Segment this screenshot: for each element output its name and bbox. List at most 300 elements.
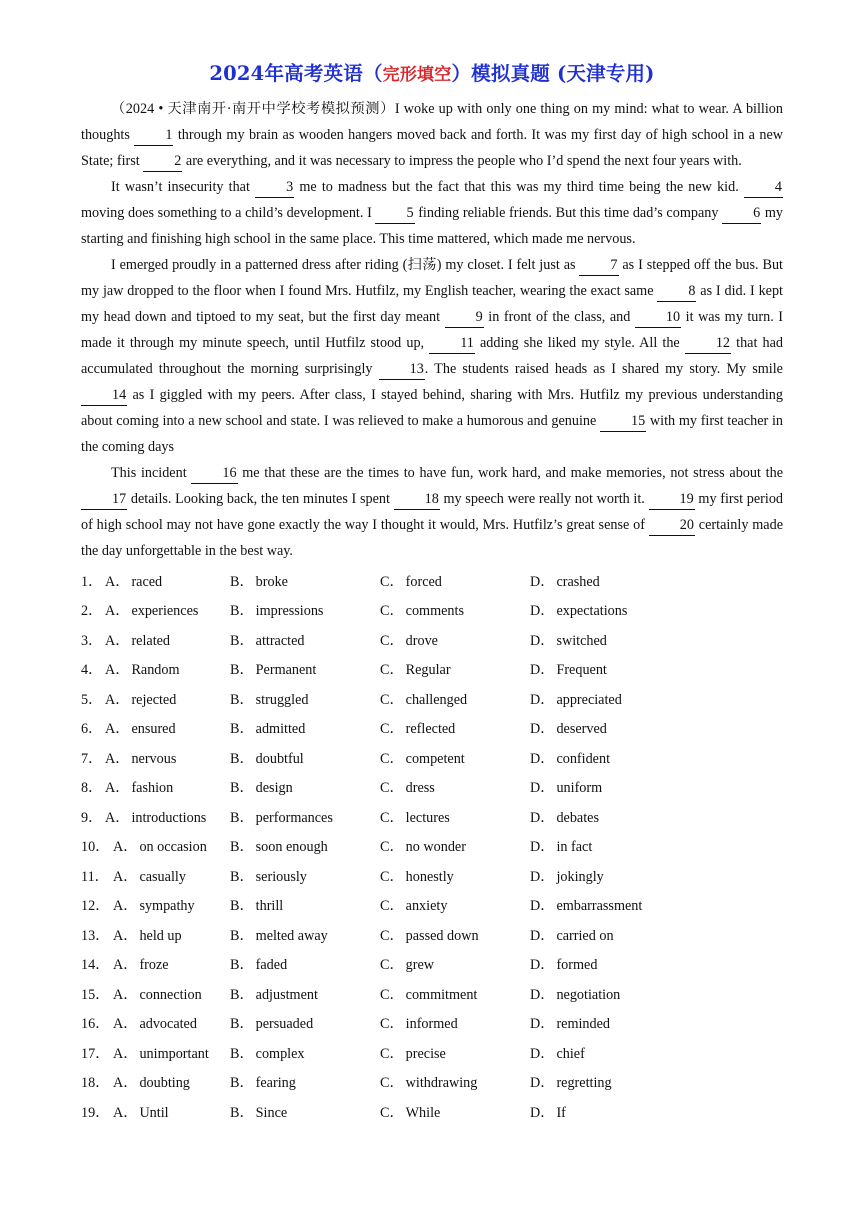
option-text: seriously: [255, 868, 307, 885]
option-letter: D．: [530, 1075, 555, 1092]
option-text: doubtful: [255, 750, 304, 767]
option-c[interactable]: [380, 866, 530, 886]
option-letter: C．: [380, 603, 404, 620]
option-d[interactable]: [530, 571, 600, 591]
option-letter: C．: [380, 809, 404, 826]
blank-5: 5: [375, 204, 414, 224]
question-row: [81, 714, 783, 744]
question-row: [81, 891, 783, 921]
blank-3: 3: [255, 178, 294, 198]
option-text: dress: [405, 780, 435, 797]
option-b[interactable]: [230, 1013, 380, 1033]
option-letter: D．: [530, 809, 555, 826]
option-text: drove: [405, 632, 438, 649]
option-letter: B．: [230, 632, 254, 649]
option-a[interactable]: [105, 777, 230, 797]
question-number: 18．: [81, 1075, 110, 1092]
option-text: jokingly: [556, 868, 604, 885]
option-text: regretting: [556, 1075, 612, 1092]
option-b[interactable]: [230, 1102, 380, 1122]
option-a[interactable]: [105, 571, 230, 591]
option-text: raced: [131, 573, 163, 590]
option-d[interactable]: [530, 895, 642, 915]
paragraph-4: [81, 460, 783, 564]
title-highlight: 完形填空: [382, 65, 452, 85]
question-row: [81, 950, 783, 980]
question-row: [81, 596, 783, 626]
option-text: challenged: [405, 691, 468, 708]
passage-text: are everything, and it was necessary to impress the people who I’d spend the next four years with.: [182, 153, 742, 169]
option-text: fashion: [131, 780, 174, 797]
option-text: nervous: [131, 750, 177, 767]
option-c[interactable]: [380, 689, 530, 709]
question-row: [81, 625, 783, 655]
option-d[interactable]: [530, 866, 604, 886]
option-d[interactable]: [530, 1013, 610, 1033]
option-a[interactable]: [113, 954, 230, 974]
option-d[interactable]: [530, 718, 607, 738]
option-c[interactable]: [380, 748, 530, 768]
option-b[interactable]: [230, 659, 380, 679]
option-d[interactable]: [530, 984, 620, 1004]
option-letter: D．: [530, 750, 555, 767]
option-letter: C．: [380, 632, 404, 649]
option-letter: A．: [105, 632, 130, 649]
option-letter: A．: [113, 986, 138, 1003]
passage-text: This incident: [111, 465, 192, 481]
option-c[interactable]: [380, 1013, 530, 1033]
option-c[interactable]: [380, 1072, 530, 1092]
option-d[interactable]: [530, 600, 627, 620]
blank-17: 17: [81, 490, 127, 510]
passage-text: as I giggled with my peers. After class, I stayed behind, sharing with Mrs. Hutfilz my previous understanding about coming into a new school and state. I was relieved to make a humorous and genuine: [81, 387, 783, 429]
option-text: casually: [139, 868, 186, 885]
blank-11: 11: [429, 334, 475, 354]
option-letter: C．: [380, 898, 404, 915]
question-row: [81, 655, 783, 685]
option-d[interactable]: [530, 659, 607, 679]
option-letter: B．: [230, 603, 254, 620]
option-text: deserved: [556, 721, 607, 738]
blank-16: 16: [191, 464, 237, 484]
option-letter: A．: [105, 780, 130, 797]
option-text: Random: [131, 662, 180, 679]
option-text: performances: [255, 809, 333, 826]
question-row: [81, 743, 783, 773]
passage-text: as I did. I kept my head down and tiptoed to my seat, but the first day meant: [81, 283, 783, 325]
option-a[interactable]: [105, 807, 230, 827]
option-letter: B．: [230, 1075, 254, 1092]
option-letter: C．: [380, 1104, 404, 1121]
option-b[interactable]: [230, 571, 380, 591]
passage-text: finding reliable friends. But this time dad’s company: [414, 205, 723, 221]
option-letter: A．: [113, 1075, 138, 1092]
option-b[interactable]: [230, 777, 380, 797]
option-letter: C．: [380, 721, 404, 738]
option-a[interactable]: [113, 1013, 230, 1033]
option-letter: B．: [230, 750, 254, 767]
option-text: carried on: [556, 927, 614, 944]
passage-text: details. Looking back, the ten minutes I spent: [127, 491, 394, 507]
option-letter: B．: [230, 1016, 254, 1033]
option-text: melted away: [255, 927, 328, 944]
option-text: Permanent: [255, 662, 317, 679]
option-letter: D．: [530, 898, 555, 915]
blank-13: 13: [379, 360, 425, 380]
option-d[interactable]: [530, 1072, 612, 1092]
option-a[interactable]: [105, 689, 230, 709]
option-text: competent: [405, 750, 465, 767]
option-letter: C．: [380, 839, 404, 856]
option-letter: D．: [530, 573, 555, 590]
blank-6: 6: [722, 204, 761, 224]
option-letter: C．: [380, 780, 404, 797]
option-text: held up: [139, 927, 182, 944]
option-text: thrill: [255, 898, 284, 915]
option-text: complex: [255, 1045, 305, 1062]
question-number: 7．: [81, 750, 103, 767]
blank-10: 10: [635, 308, 681, 328]
blank-9: 9: [445, 308, 484, 328]
option-text: If: [556, 1104, 566, 1121]
page-title: [81, 58, 783, 86]
option-letter: D．: [530, 603, 555, 620]
option-text: attracted: [255, 632, 305, 649]
option-text: expectations: [556, 603, 628, 620]
option-letter: A．: [105, 750, 130, 767]
option-b[interactable]: [230, 718, 380, 738]
option-letter: C．: [380, 986, 404, 1003]
title-part-3: ）模拟真题 (天津专用): [451, 62, 655, 85]
option-b[interactable]: [230, 630, 380, 650]
option-letter: B．: [230, 927, 254, 944]
option-a[interactable]: [113, 925, 230, 945]
option-text: While: [405, 1104, 441, 1121]
blank-19: 19: [649, 490, 695, 510]
option-a[interactable]: [113, 866, 230, 886]
option-c[interactable]: [380, 807, 530, 827]
option-c[interactable]: [380, 954, 530, 974]
option-text: rejected: [131, 691, 177, 708]
question-number: 3．: [81, 632, 103, 649]
option-a[interactable]: [113, 1102, 230, 1122]
option-letter: B．: [230, 957, 254, 974]
option-c[interactable]: [380, 777, 530, 797]
option-c[interactable]: [380, 984, 530, 1004]
blank-1: 1: [134, 126, 173, 146]
blank-4: 4: [744, 178, 783, 198]
option-letter: A．: [105, 721, 130, 738]
question-row: [81, 979, 783, 1009]
question-number: 12．: [81, 898, 110, 915]
option-letter: D．: [530, 868, 555, 885]
option-d[interactable]: [530, 689, 622, 709]
question-number: 8．: [81, 780, 103, 797]
option-text: chief: [556, 1045, 585, 1062]
option-text: precise: [405, 1045, 446, 1062]
option-text: uniform: [556, 780, 603, 797]
option-letter: C．: [380, 1075, 404, 1092]
option-a[interactable]: [113, 1043, 230, 1063]
option-text: doubting: [139, 1075, 190, 1092]
option-c[interactable]: [380, 836, 530, 856]
option-letter: D．: [530, 691, 555, 708]
question-number: 14．: [81, 957, 110, 974]
option-c[interactable]: [380, 925, 530, 945]
option-b[interactable]: [230, 1043, 380, 1063]
option-b[interactable]: [230, 807, 380, 827]
question-number: 11．: [81, 868, 109, 885]
option-text: forced: [405, 573, 442, 590]
question-number: 13．: [81, 927, 110, 944]
option-letter: C．: [380, 662, 404, 679]
option-b[interactable]: [230, 954, 380, 974]
question-number: 5．: [81, 691, 103, 708]
option-letter: A．: [113, 898, 138, 915]
option-letter: B．: [230, 573, 254, 590]
question-row: [81, 832, 783, 862]
passage-text: moving does something to a child’s development. I: [81, 205, 376, 221]
option-text: reflected: [405, 721, 456, 738]
option-letter: D．: [530, 1016, 555, 1033]
question-number: 17．: [81, 1045, 110, 1062]
option-letter: C．: [380, 573, 404, 590]
question-row: [81, 1097, 783, 1127]
option-text: froze: [139, 957, 169, 974]
option-letter: A．: [105, 809, 130, 826]
option-b[interactable]: [230, 984, 380, 1004]
option-c[interactable]: [380, 630, 530, 650]
blank-12: 12: [685, 334, 731, 354]
blank-14: 14: [81, 386, 127, 406]
option-a[interactable]: [113, 895, 230, 915]
option-letter: A．: [105, 662, 130, 679]
blank-2: 2: [143, 152, 182, 172]
option-text: no wonder: [405, 839, 466, 856]
option-text: soon enough: [255, 839, 328, 856]
option-text: connection: [139, 986, 202, 1003]
option-letter: A．: [113, 868, 138, 885]
option-d[interactable]: [530, 807, 599, 827]
passage-text: it was my turn. I made it through my minute speech, until Hutfilz stood up,: [81, 309, 784, 351]
option-c[interactable]: [380, 1043, 530, 1063]
option-a[interactable]: [105, 718, 230, 738]
document-page: [81, 58, 783, 1127]
passage-text: through my brain as wooden hangers moved back and forth. It was my first day of high school in a new State; first: [81, 127, 784, 169]
option-letter: C．: [380, 957, 404, 974]
option-letter: D．: [530, 1045, 555, 1062]
question-row: [81, 1068, 783, 1098]
option-text: honestly: [405, 868, 454, 885]
option-text: adjustment: [255, 986, 318, 1003]
option-a[interactable]: [105, 659, 230, 679]
option-c[interactable]: [380, 1102, 530, 1122]
blank-18: 18: [394, 490, 440, 510]
option-text: appreciated: [556, 691, 622, 708]
question-number: 6．: [81, 721, 103, 738]
option-b[interactable]: [230, 866, 380, 886]
option-text: Since: [255, 1104, 288, 1121]
option-letter: D．: [530, 986, 555, 1003]
option-letter: D．: [530, 721, 555, 738]
passage-text: It wasn’t insecurity that: [111, 179, 256, 195]
option-c[interactable]: [380, 718, 530, 738]
passage-text: me to madness but the fact that this was my third time being the new kid.: [294, 179, 744, 195]
question-row: [81, 802, 783, 832]
option-text: commitment: [405, 986, 478, 1003]
option-letter: A．: [105, 603, 130, 620]
option-letter: C．: [380, 868, 404, 885]
option-d[interactable]: [530, 630, 607, 650]
option-text: on occasion: [139, 839, 207, 856]
blank-15: 15: [600, 412, 646, 432]
option-letter: B．: [230, 839, 254, 856]
passage-text: with my first teacher in the coming days: [81, 413, 783, 455]
passage-text: in front of the class, and: [483, 309, 635, 325]
option-text: persuaded: [255, 1016, 314, 1033]
option-letter: B．: [230, 1104, 254, 1121]
option-text: broke: [255, 573, 288, 590]
question-row: [81, 566, 783, 596]
option-a[interactable]: [113, 836, 230, 856]
option-text: negotiation: [556, 986, 621, 1003]
option-text: formed: [556, 957, 598, 974]
question-row: [81, 920, 783, 950]
option-letter: D．: [530, 839, 555, 856]
option-letter: A．: [113, 1104, 138, 1121]
question-options: [81, 566, 783, 1127]
option-text: lectures: [405, 809, 450, 826]
option-d[interactable]: [530, 1102, 566, 1122]
option-letter: B．: [230, 721, 254, 738]
option-d[interactable]: [530, 1043, 585, 1063]
option-text: debates: [556, 809, 599, 826]
option-text: embarrassment: [556, 898, 643, 915]
paragraph-2: [81, 174, 783, 252]
title-part-1: 2024年高考英语（: [209, 62, 383, 85]
option-a[interactable]: [105, 600, 230, 620]
option-letter: B．: [230, 986, 254, 1003]
option-text: in fact: [556, 839, 593, 856]
option-b[interactable]: [230, 1072, 380, 1092]
question-number: 19．: [81, 1104, 110, 1121]
option-letter: C．: [380, 691, 404, 708]
question-number: 16．: [81, 1016, 110, 1033]
option-text: advocated: [139, 1016, 197, 1033]
option-letter: C．: [380, 1016, 404, 1033]
option-text: Until: [139, 1104, 169, 1121]
option-text: introductions: [131, 809, 207, 826]
passage-text: certainly made the day unforgettable in the best way.: [81, 517, 783, 559]
option-letter: B．: [230, 868, 254, 885]
option-text: ensured: [131, 721, 176, 738]
question-row: [81, 773, 783, 803]
passage-text: that had accumulated throughout the morning surprisingly: [81, 335, 783, 377]
passage-text: （2024 • 天津南开·南开中学校考模拟预测）I woke up with only one thing on my mind: what to wear. A billion thoughts: [81, 101, 783, 143]
option-letter: B．: [230, 662, 254, 679]
option-text: withdrawing: [405, 1075, 478, 1092]
option-d[interactable]: [530, 836, 592, 856]
question-number: 1．: [81, 573, 103, 590]
question-number: 4．: [81, 662, 103, 679]
passage-text: . The students raised heads as I shared my story. My smile: [424, 361, 783, 377]
cloze-passage: [81, 96, 783, 564]
passage-text: as I stepped off the bus. But my jaw dropped to the floor when I found Mrs. Hutfilz, my English teacher, wearing the exact same: [81, 257, 783, 299]
option-b[interactable]: [230, 748, 380, 768]
option-letter: D．: [530, 957, 555, 974]
blank-8: 8: [657, 282, 696, 302]
option-b[interactable]: [230, 895, 380, 915]
option-letter: A．: [113, 957, 138, 974]
blank-20: 20: [649, 516, 695, 536]
option-letter: A．: [105, 573, 130, 590]
option-c[interactable]: [380, 659, 530, 679]
option-b[interactable]: [230, 600, 380, 620]
option-b[interactable]: [230, 925, 380, 945]
option-text: passed down: [405, 927, 479, 944]
option-letter: A．: [105, 691, 130, 708]
option-c[interactable]: [380, 600, 530, 620]
option-text: anxiety: [405, 898, 448, 915]
option-letter: B．: [230, 691, 254, 708]
option-letter: A．: [113, 839, 138, 856]
question-row: [81, 684, 783, 714]
option-letter: B．: [230, 898, 254, 915]
option-text: design: [255, 780, 293, 797]
option-a[interactable]: [113, 1072, 230, 1092]
option-text: admitted: [255, 721, 306, 738]
option-letter: C．: [380, 750, 404, 767]
option-letter: D．: [530, 662, 555, 679]
option-text: reminded: [556, 1016, 611, 1033]
question-row: [81, 1038, 783, 1068]
option-letter: A．: [113, 1016, 138, 1033]
option-a[interactable]: [105, 748, 230, 768]
option-c[interactable]: [380, 571, 530, 591]
option-text: confident: [556, 750, 611, 767]
option-text: Regular: [405, 662, 451, 679]
option-text: grew: [405, 957, 435, 974]
option-text: comments: [405, 603, 464, 620]
option-letter: D．: [530, 632, 555, 649]
option-letter: B．: [230, 780, 254, 797]
option-a[interactable]: [105, 630, 230, 650]
option-letter: C．: [380, 927, 404, 944]
option-text: impressions: [255, 603, 324, 620]
question-number: 9．: [81, 809, 103, 826]
option-d[interactable]: [530, 925, 614, 945]
passage-text: my speech were really not worth it.: [439, 491, 649, 507]
option-letter: D．: [530, 927, 555, 944]
passage-text: my starting and finishing high school in the same place. This time mattered, which made me nervous.: [81, 205, 783, 247]
option-c[interactable]: [380, 895, 530, 915]
option-d[interactable]: [530, 777, 602, 797]
paragraph-3: [81, 252, 783, 460]
option-text: informed: [405, 1016, 458, 1033]
option-a[interactable]: [113, 984, 230, 1004]
option-text: faded: [255, 957, 288, 974]
option-letter: A．: [113, 927, 138, 944]
option-letter: B．: [230, 809, 254, 826]
option-b[interactable]: [230, 836, 380, 856]
option-text: experiences: [131, 603, 199, 620]
option-d[interactable]: [530, 954, 597, 974]
option-b[interactable]: [230, 689, 380, 709]
blank-7: 7: [579, 256, 618, 276]
option-letter: D．: [530, 1104, 555, 1121]
option-text: unimportant: [139, 1045, 209, 1062]
option-d[interactable]: [530, 748, 610, 768]
